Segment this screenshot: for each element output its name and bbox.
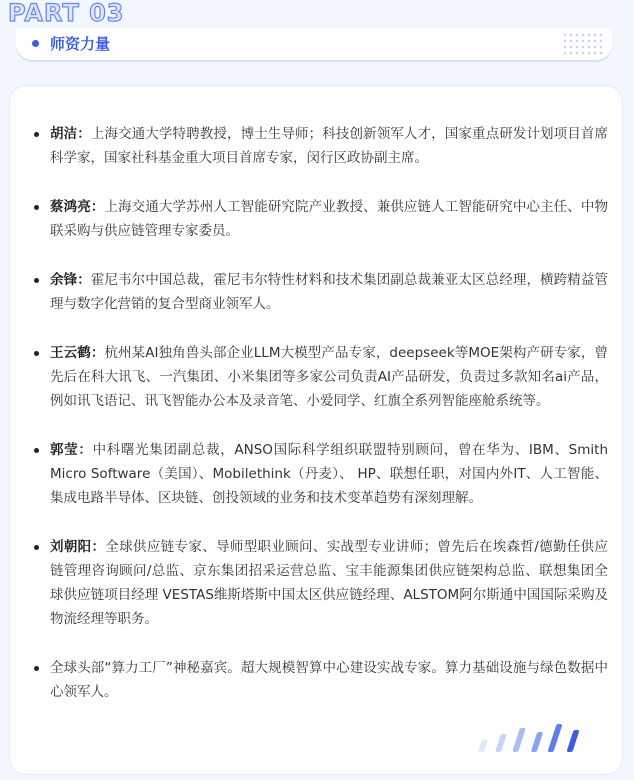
teacher-name: 王云鹤： bbox=[50, 345, 105, 361]
stripe-icon bbox=[495, 734, 507, 752]
teacher-item bbox=[34, 535, 608, 631]
teacher-name: 胡洁： bbox=[50, 126, 91, 142]
teacher-item bbox=[34, 656, 608, 704]
stripe-icon bbox=[531, 732, 543, 752]
teacher-item bbox=[34, 195, 608, 243]
section-header bbox=[16, 28, 612, 60]
teacher-name: 蔡鸿亮： bbox=[50, 199, 105, 215]
teacher-list bbox=[34, 122, 608, 729]
teacher-name: 郭莹： bbox=[50, 442, 93, 458]
teacher-item bbox=[34, 438, 608, 510]
decorative-stripes-icon bbox=[472, 718, 602, 752]
teacher-item bbox=[34, 341, 608, 413]
teacher-desc: 中科曙光集团副总裁，ANSO国际科学组织联盟特别顾问，曾在华为、IBM、Smith Micro Software（美国）、Mobilethink（丹麦）、 HP、联想任职，对国内外IT、人工智能、集成电路半导体、区块链、创投领域的业务和技术变革趋势有深刻理解。 bbox=[50, 442, 608, 506]
teacher-name: 刘朝阳： bbox=[50, 539, 106, 555]
teacher-desc: 霍尼韦尔中国总裁，霍尼韦尔特性材料和技术集团副总裁兼亚太区总经理，横跨精益管理与数字化营销的复合型商业领军人。 bbox=[50, 272, 609, 312]
teacher-name: 余锋： bbox=[50, 272, 91, 288]
teacher-desc: 全球供应链专家、导师型职业顾问、实战型专业讲师；曾先后在埃森哲/德勤任供应链管理咨询顾问/总监、京东集团招采运营总监、宝丰能源集团供应链架构总监、联想集团全球供应链项目经理 VESTAS维斯塔斯中国太区供应链经理、ALSTOM阿尔斯通中国国际采购及物流经理等职务。 bbox=[50, 539, 608, 627]
section-title: 师资力量 bbox=[50, 35, 111, 53]
teacher-desc: 全球头部“算力工厂”神秘嘉宾。超大规模智算中心建设实战专家。算力基础设施与绿色数据中心领军人。 bbox=[50, 660, 608, 700]
bullet-dot-icon bbox=[32, 40, 39, 47]
dot-pattern-icon bbox=[562, 32, 606, 56]
teacher-desc: 上海交通大学特聘教授，博士生导师；科技创新领军人才，国家重点研发计划项目首席科学家，国家社科基金重大项目首席专家，闵行区政协副主席。 bbox=[50, 126, 609, 166]
stripe-icon bbox=[478, 740, 488, 752]
stripe-icon bbox=[566, 730, 579, 752]
teacher-desc: 杭州某AI独角兽头部企业LLM大模型产品专家，deepseek等MOE架构产研专家，曾先后在科大讯飞、一汽集团、小米集团等多家公司负责AI产品研发，负责过多款知名ai产品，例如讯飞语记、讯飞智能办公本及录音笔、小爱同学、红旗全系列智能座舱系统等。 bbox=[50, 345, 608, 409]
teacher-item bbox=[34, 122, 608, 170]
stripe-icon bbox=[547, 724, 562, 752]
stripe-icon bbox=[512, 728, 526, 752]
teacher-item bbox=[34, 268, 608, 316]
part-label: PART 03 bbox=[8, 0, 125, 27]
teacher-desc: 上海交通大学苏州人工智能研究院产业教授、兼供应链人工智能研究中心主任、中物联采购与供应链管理专家委员。 bbox=[50, 199, 609, 239]
